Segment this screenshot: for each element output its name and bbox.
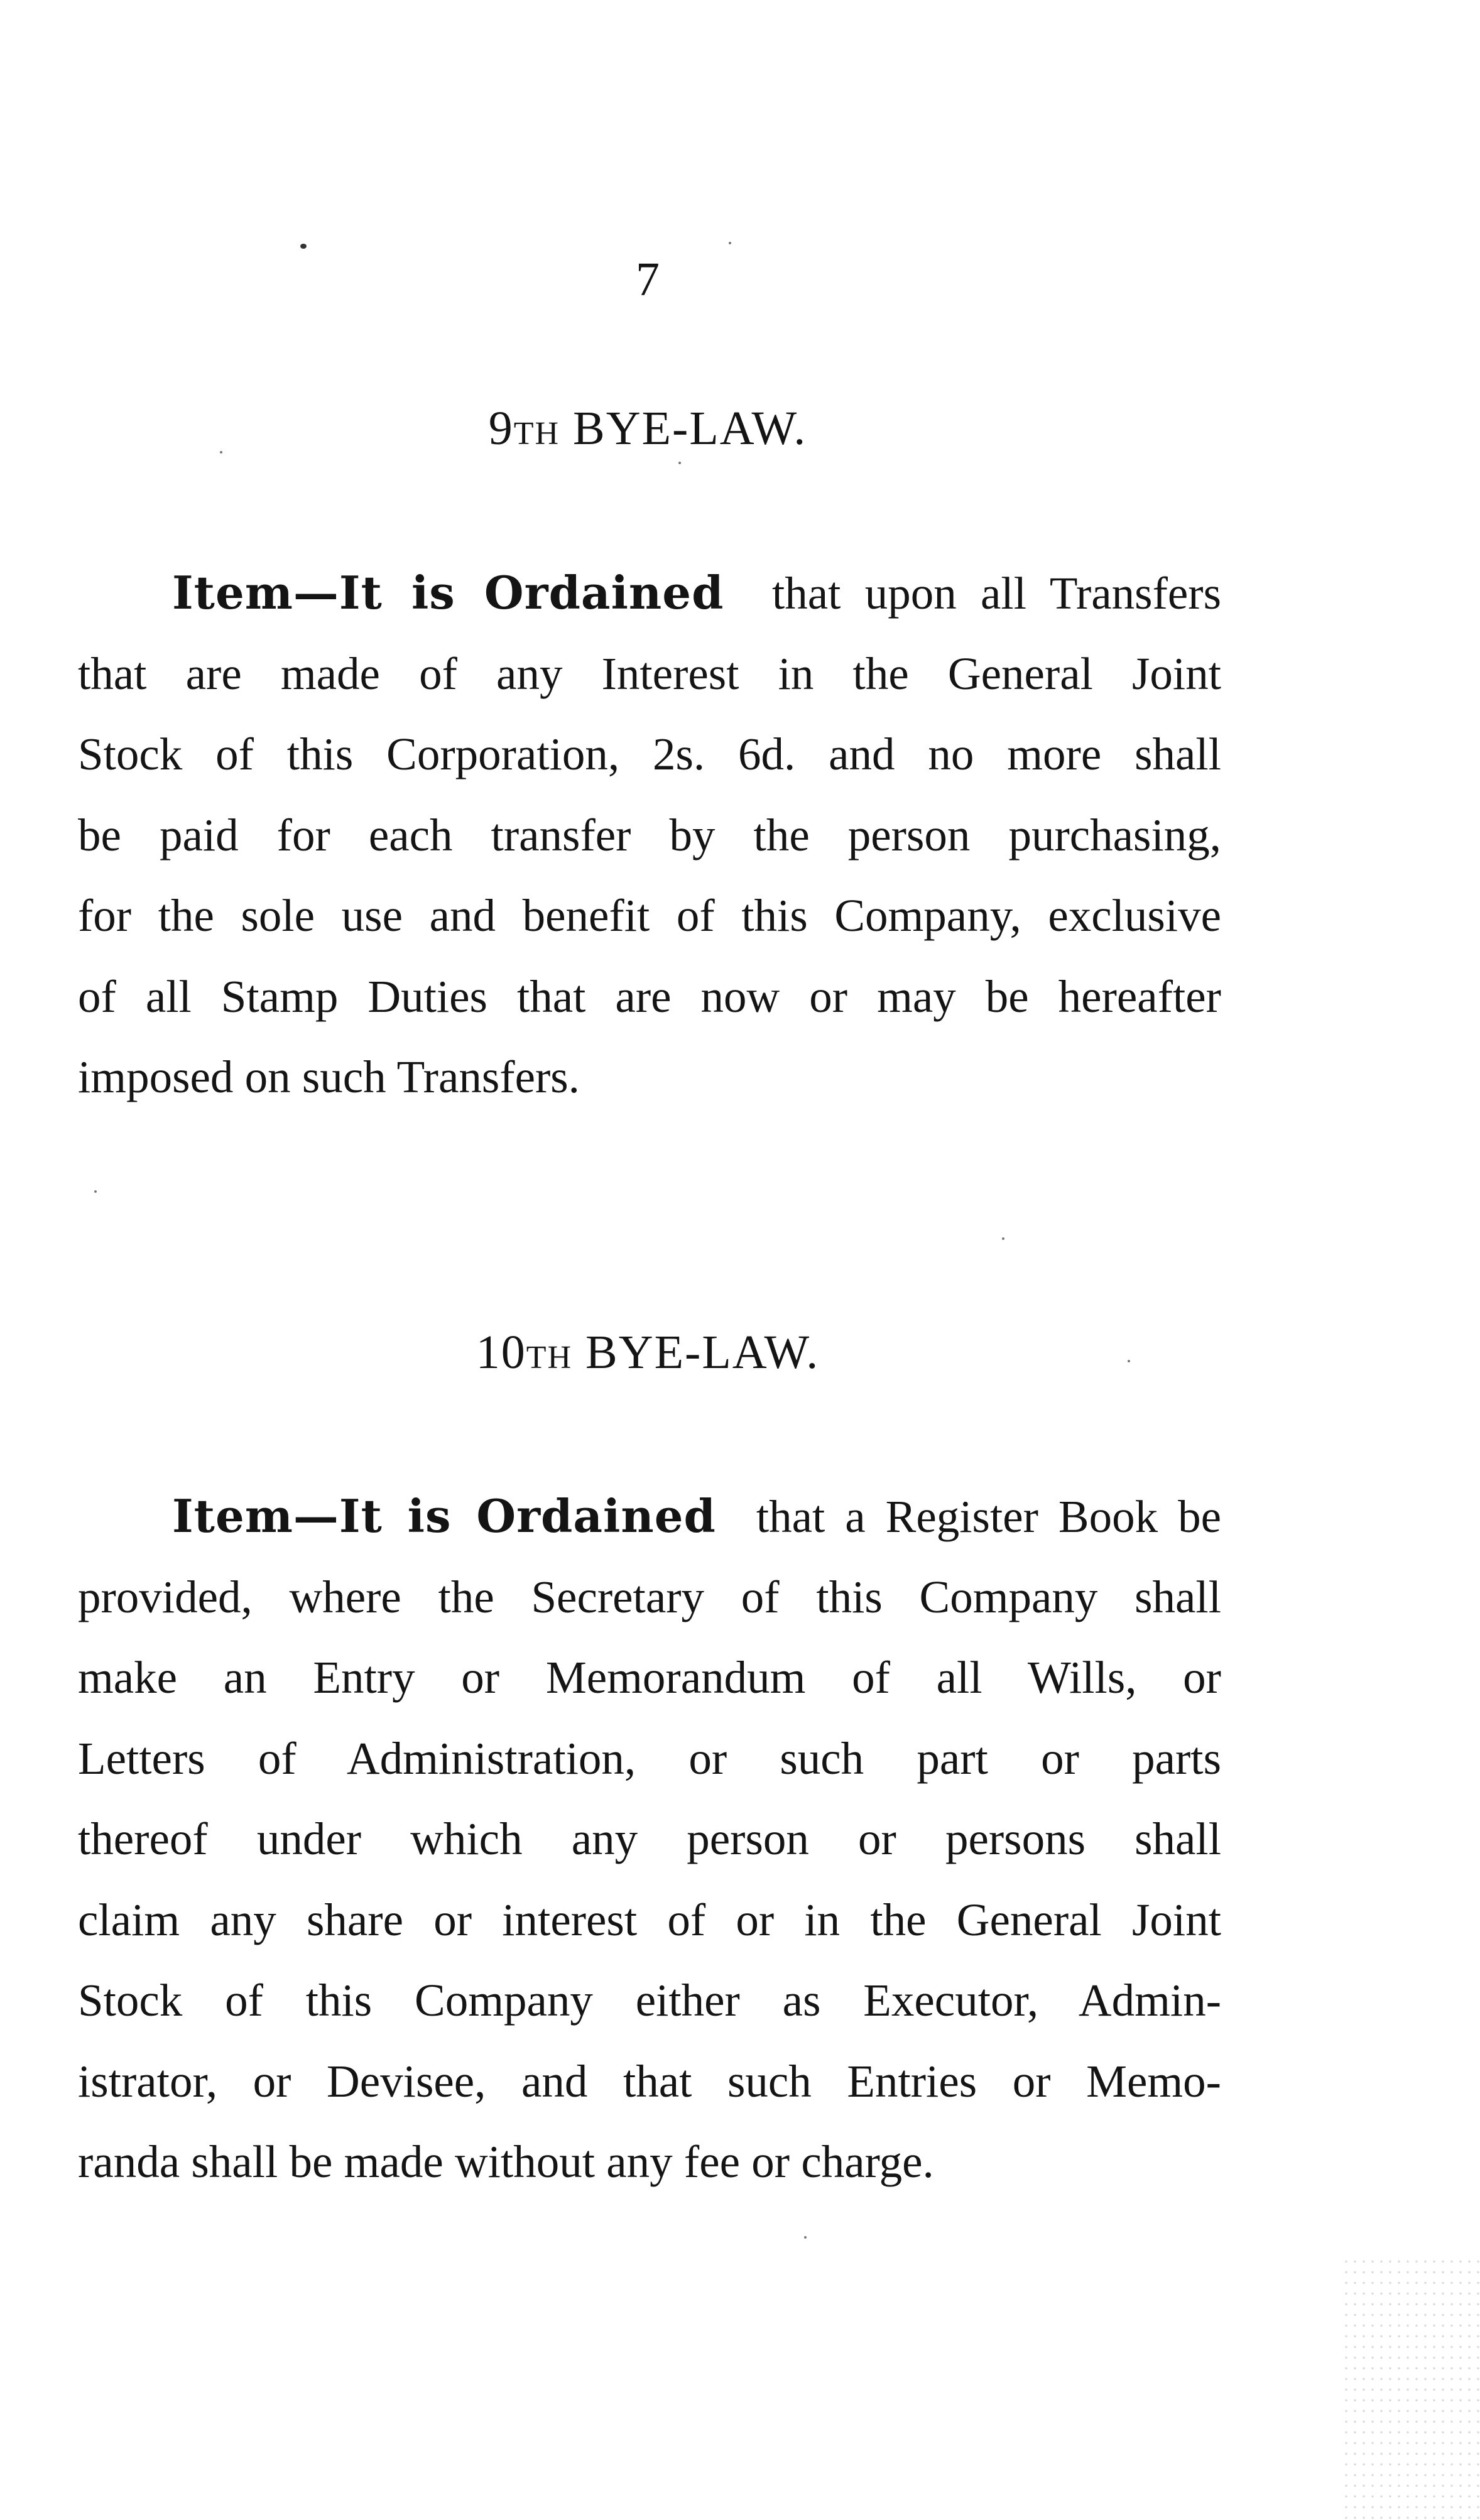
bye-law-10-paragraph [78,1476,1221,2203]
ink-speck [1002,1237,1004,1240]
paper-noise [1342,2256,1480,2520]
paragraph-line [78,1476,1221,1557]
ink-speck [220,451,222,453]
bye-law-10-lead: Item—It is Ordained [172,1489,716,1543]
bye-law-9-lead: Item—It is Ordained [172,566,724,619]
paragraph-line: Letters of Administration, or such part or parts [78,1732,1221,1784]
ink-speck [1128,1360,1130,1362]
ink-speck [94,1190,97,1193]
bye-law-10-heading-suffix: TH [526,1340,573,1376]
bye-law-10-heading-number: 10 [476,1326,526,1379]
line-text: that a Register Book be [756,1491,1221,1542]
bye-law-9-heading-number: 9 [488,402,514,455]
ink-speck [804,2236,807,2239]
paragraph-line: randa shall be made without any fee or charge. [78,2136,934,2187]
paragraph-line: istrator, or Devisee, and that such Entries or Memo- [78,2055,1221,2107]
paragraph-line: be paid for each transfer by the person purchasing, [78,809,1221,861]
ink-speck [300,244,307,249]
paragraph-line: imposed on such Transfers. [78,1051,580,1102]
paragraph-line: for the sole use and benefit of this Company, exclusive [78,890,1221,941]
bye-law-10-heading-text: BYE-LAW. [585,1326,820,1379]
bye-law-10-heading [0,1321,1295,1389]
paragraph-line: thereof under which any person or persons shall [78,1813,1221,1864]
bye-law-9-heading-suffix: TH [513,416,560,452]
page-number: 7 [636,253,660,306]
ink-speck [729,242,731,244]
paragraph-line: make an Entry or Memorandum of all Wills, or [78,1652,1221,1703]
ink-speck [678,462,681,464]
bye-law-9-heading [0,397,1295,465]
bye-law-9-paragraph [78,553,1221,1118]
paragraph-line [78,553,1221,634]
paragraph-line: Stock of this Company either as Executor, Admin- [78,1975,1221,2026]
line-text: that upon all Transfers [772,568,1222,619]
paragraph-line: claim any share or interest of or in the General Joint [78,1894,1221,1945]
paragraph-line: provided, where the Secretary of this Company shall [78,1571,1221,1622]
paragraph-line: Stock of this Corporation, 2s. 6d. and no more shall [78,729,1221,779]
bye-law-9-heading-text: BYE-LAW. [573,402,807,455]
paragraph-line: of all Stamp Duties that are now or may be hereafter [78,970,1221,1022]
paragraph-line: that are made of any Interest in the General Joint [78,648,1221,699]
